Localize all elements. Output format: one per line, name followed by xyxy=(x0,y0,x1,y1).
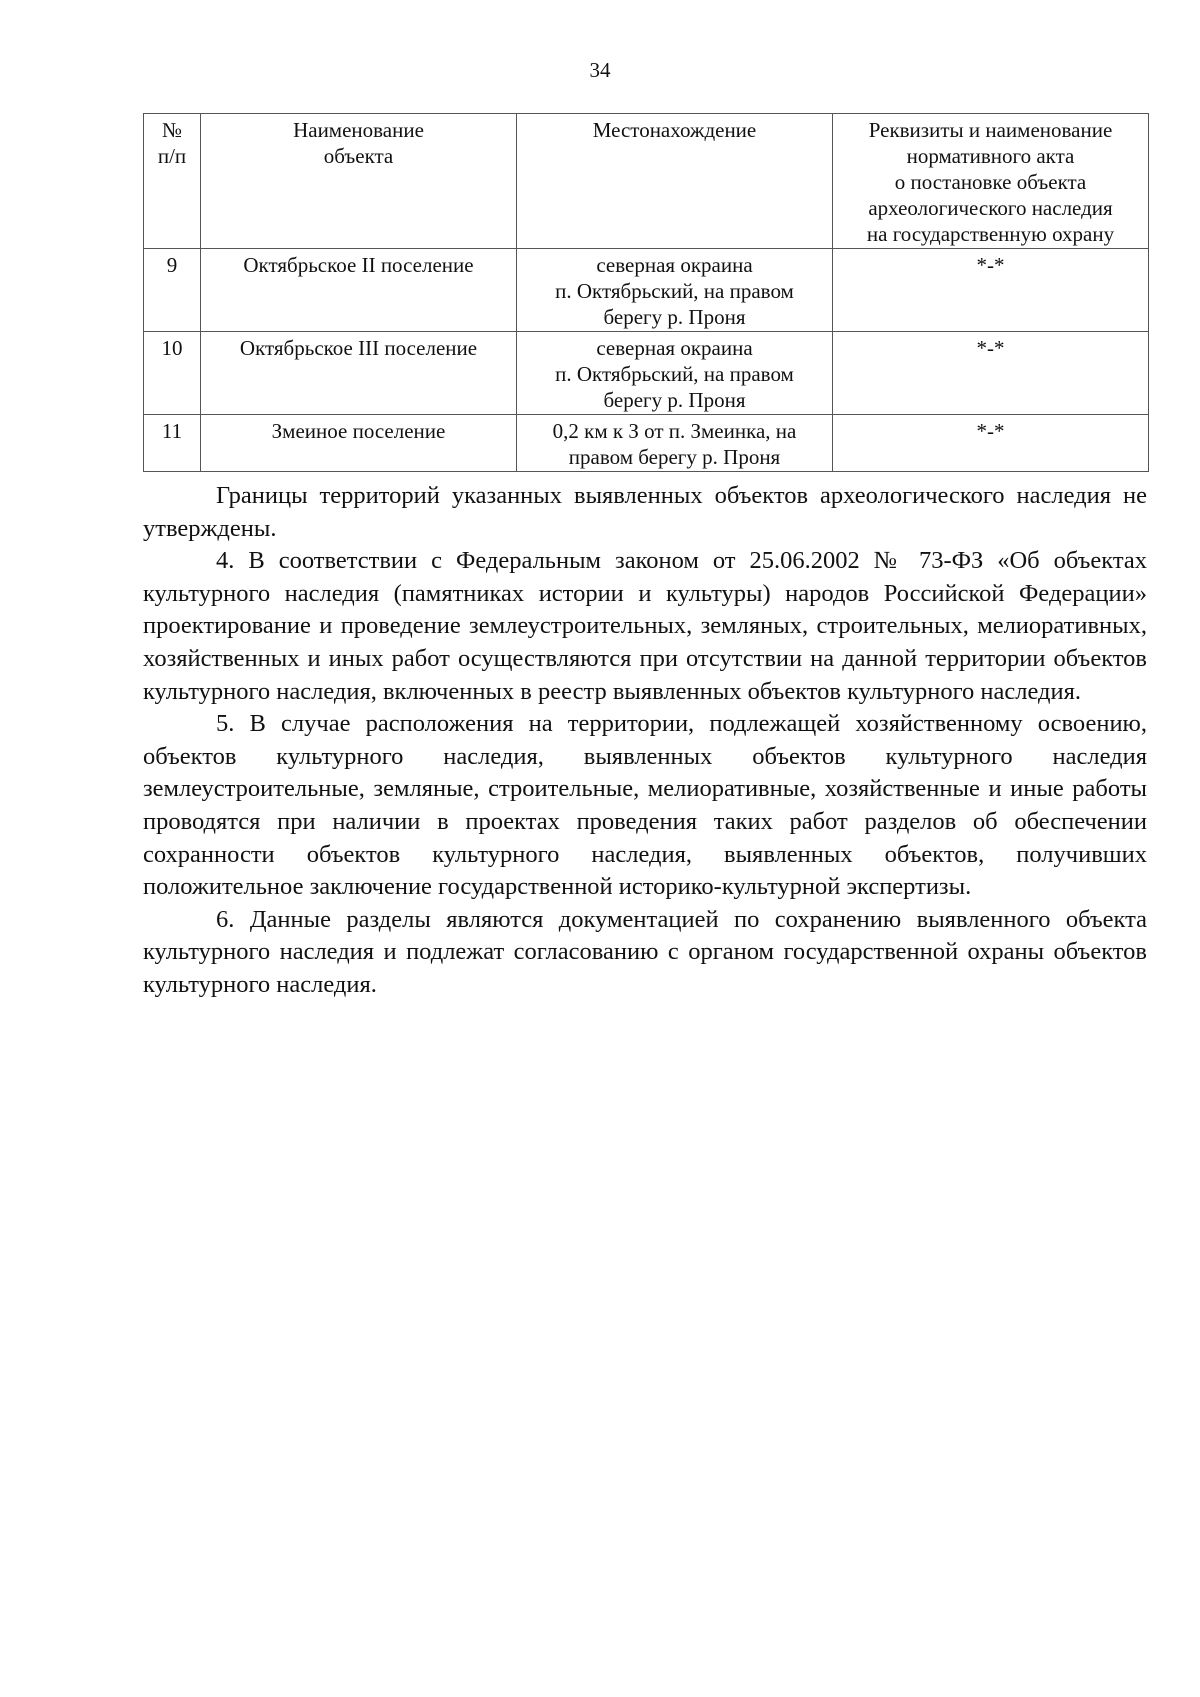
archaeological-objects-table xyxy=(143,113,1149,472)
paragraph-boundaries: Границы территорий указанных выявленных объектов археологического наследия не утверждены. xyxy=(143,482,1147,542)
cell-location: северная окраина п. Октябрьский, на правом берегу р. Проня xyxy=(517,249,833,332)
cell-location: северная окраина п. Октябрьский, на правом берегу р. Проня xyxy=(517,332,833,415)
header-name: Наименование объекта xyxy=(201,114,517,249)
table-row xyxy=(144,249,1149,332)
cell-number: 10 xyxy=(144,332,201,415)
header-act: Реквизиты и наименование нормативного акта о постановке объекта археологического наследия на государственную охрану xyxy=(833,114,1149,249)
cell-act: *-* xyxy=(833,249,1149,332)
cell-name: Октябрьское II поселение xyxy=(201,249,517,332)
header-number: № п/п xyxy=(144,114,201,249)
table-row xyxy=(144,332,1149,415)
cell-location: 0,2 км к З от п. Змеинка, на правом берегу р. Проня xyxy=(517,415,833,472)
table-header-row xyxy=(144,114,1149,249)
body-text xyxy=(143,480,1147,1002)
paragraph-4: 4. В соответствии с Федеральным законом от 25.06.2002 № 73-ФЗ «Об объектах культурного наследия (памятниках истории и культуры) народов Российской Федерации» проектирование и проведение землеустроительных, земляных, строительных, мелиоративных, хозяйственных и иных работ осуществляются при отсутствии на данной территории объектов культурного наследия, включенных в реестр выявленных объектов культурного наследия. xyxy=(143,547,1147,705)
cell-name: Змеиное поселение xyxy=(201,415,517,472)
cell-act: *-* xyxy=(833,415,1149,472)
cell-act: *-* xyxy=(833,332,1149,415)
header-location: Местонахождение xyxy=(517,114,833,249)
cell-number: 9 xyxy=(144,249,201,332)
page-number: 34 xyxy=(589,58,611,82)
cell-number: 11 xyxy=(144,415,201,472)
cell-name: Октябрьское III поселение xyxy=(201,332,517,415)
paragraph-5: 5. В случае расположения на территории, подлежащей хозяйственному освоению, объектов культурного наследия, выявленных объектов культурного наследия землеустроительные, земляные, строительные, мелиоративные, хозяйственные и иные работы проводятся при наличии в проектах проведения таких работ разделов об обеспечении сохранности объектов культурного наследия, выявленных объектов, получивших положительное заключение государственной историко-культурной экспертизы. xyxy=(143,710,1147,901)
table-row xyxy=(144,415,1149,472)
paragraph-6: 6. Данные разделы являются документацией по сохранению выявленного объекта культурного наследия и подлежат согласованию с органом государственной охраны объектов культурного наследия. xyxy=(143,905,1147,998)
